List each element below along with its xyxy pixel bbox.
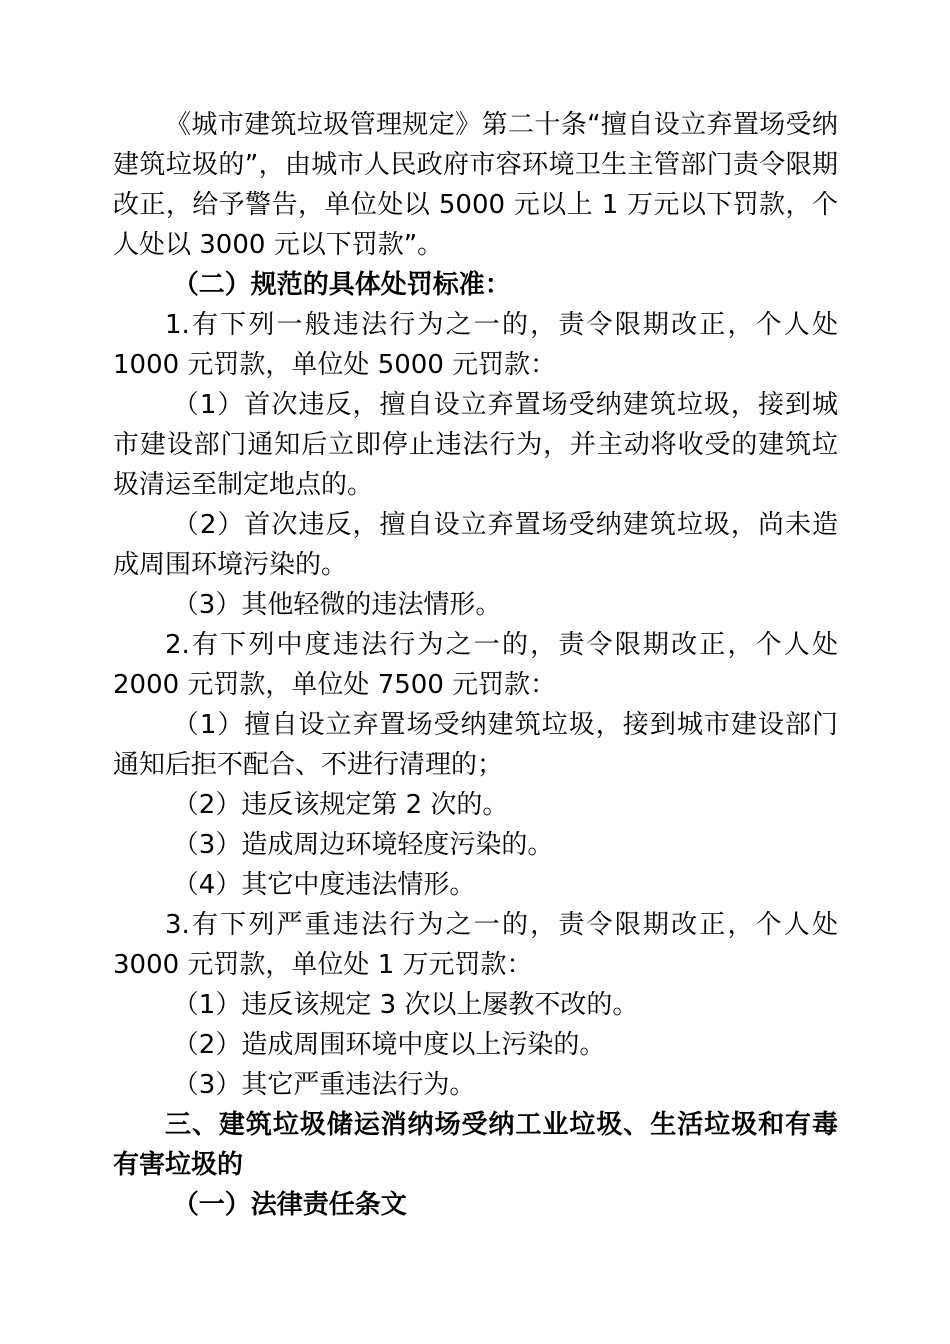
general-violation-item-1: （1）首次违反，擅自设立弃置场受纳建筑垃圾，接到城市建设部门通知后立即停止违法行为，并主动将收受的建筑垃圾清运至制定地点的。 (113, 390, 838, 500)
general-violation-paragraph: 1.有下列一般违法行为之一的，责令限期改正，个人处 1000 元罚款，单位处 5000 元罚款： (113, 310, 838, 380)
section-three-heading: 三、建筑垃圾储运消纳场受纳工业垃圾、生活垃圾和有毒有害垃圾的 (113, 1110, 838, 1180)
general-violation-item-3: （3）其他轻微的违法情形。 (172, 590, 502, 620)
serious-violation-item-1: （1）违反该规定 3 次以上屡教不改的。 (172, 990, 639, 1020)
moderate-violation-item-4: （4）其它中度违法情形。 (172, 870, 476, 900)
section-legal-liability-heading: （一）法律责任条文 (172, 1190, 407, 1220)
serious-violation-item-2: （2）造成周围环境中度以上污染的。 (172, 1030, 606, 1060)
document-page (113, 105, 838, 1225)
moderate-violation-item-3: （3）造成周边环境轻度污染的。 (172, 830, 554, 860)
section-heading-penalty-standards: （二）规范的具体处罚标准： (172, 270, 511, 300)
serious-violation-paragraph: 3.有下列严重违法行为之一的，责令限期改正，个人处 3000 元罚款，单位处 1 万元罚款： (113, 910, 838, 980)
general-violation-item-2: （2）首次违反，擅自设立弃置场受纳建筑垃圾，尚未造成周围环境污染的。 (113, 510, 838, 580)
serious-violation-item-3: （3）其它严重违法行为。 (172, 1070, 476, 1100)
moderate-violation-item-1: （1）擅自设立弃置场受纳建筑垃圾，接到城市建设部门通知后拒不配合、不进行清理的； (113, 710, 838, 780)
moderate-violation-item-2: （2）违反该规定第 2 次的。 (172, 790, 509, 820)
regulation-quote-paragraph: 《城市建筑垃圾管理规定》第二十条“擅自设立弃置场受纳建筑垃圾的”，由城市人民政府市容环境卫生主管部门责令限期改正，给予警告，单位处以 5000 元以上 1 万元以下罚款，个人处以 3000 元以下罚款”。 (113, 110, 838, 260)
moderate-violation-paragraph: 2.有下列中度违法行为之一的，责令限期改正，个人处 2000 元罚款，单位处 7500 元罚款： (113, 630, 838, 700)
